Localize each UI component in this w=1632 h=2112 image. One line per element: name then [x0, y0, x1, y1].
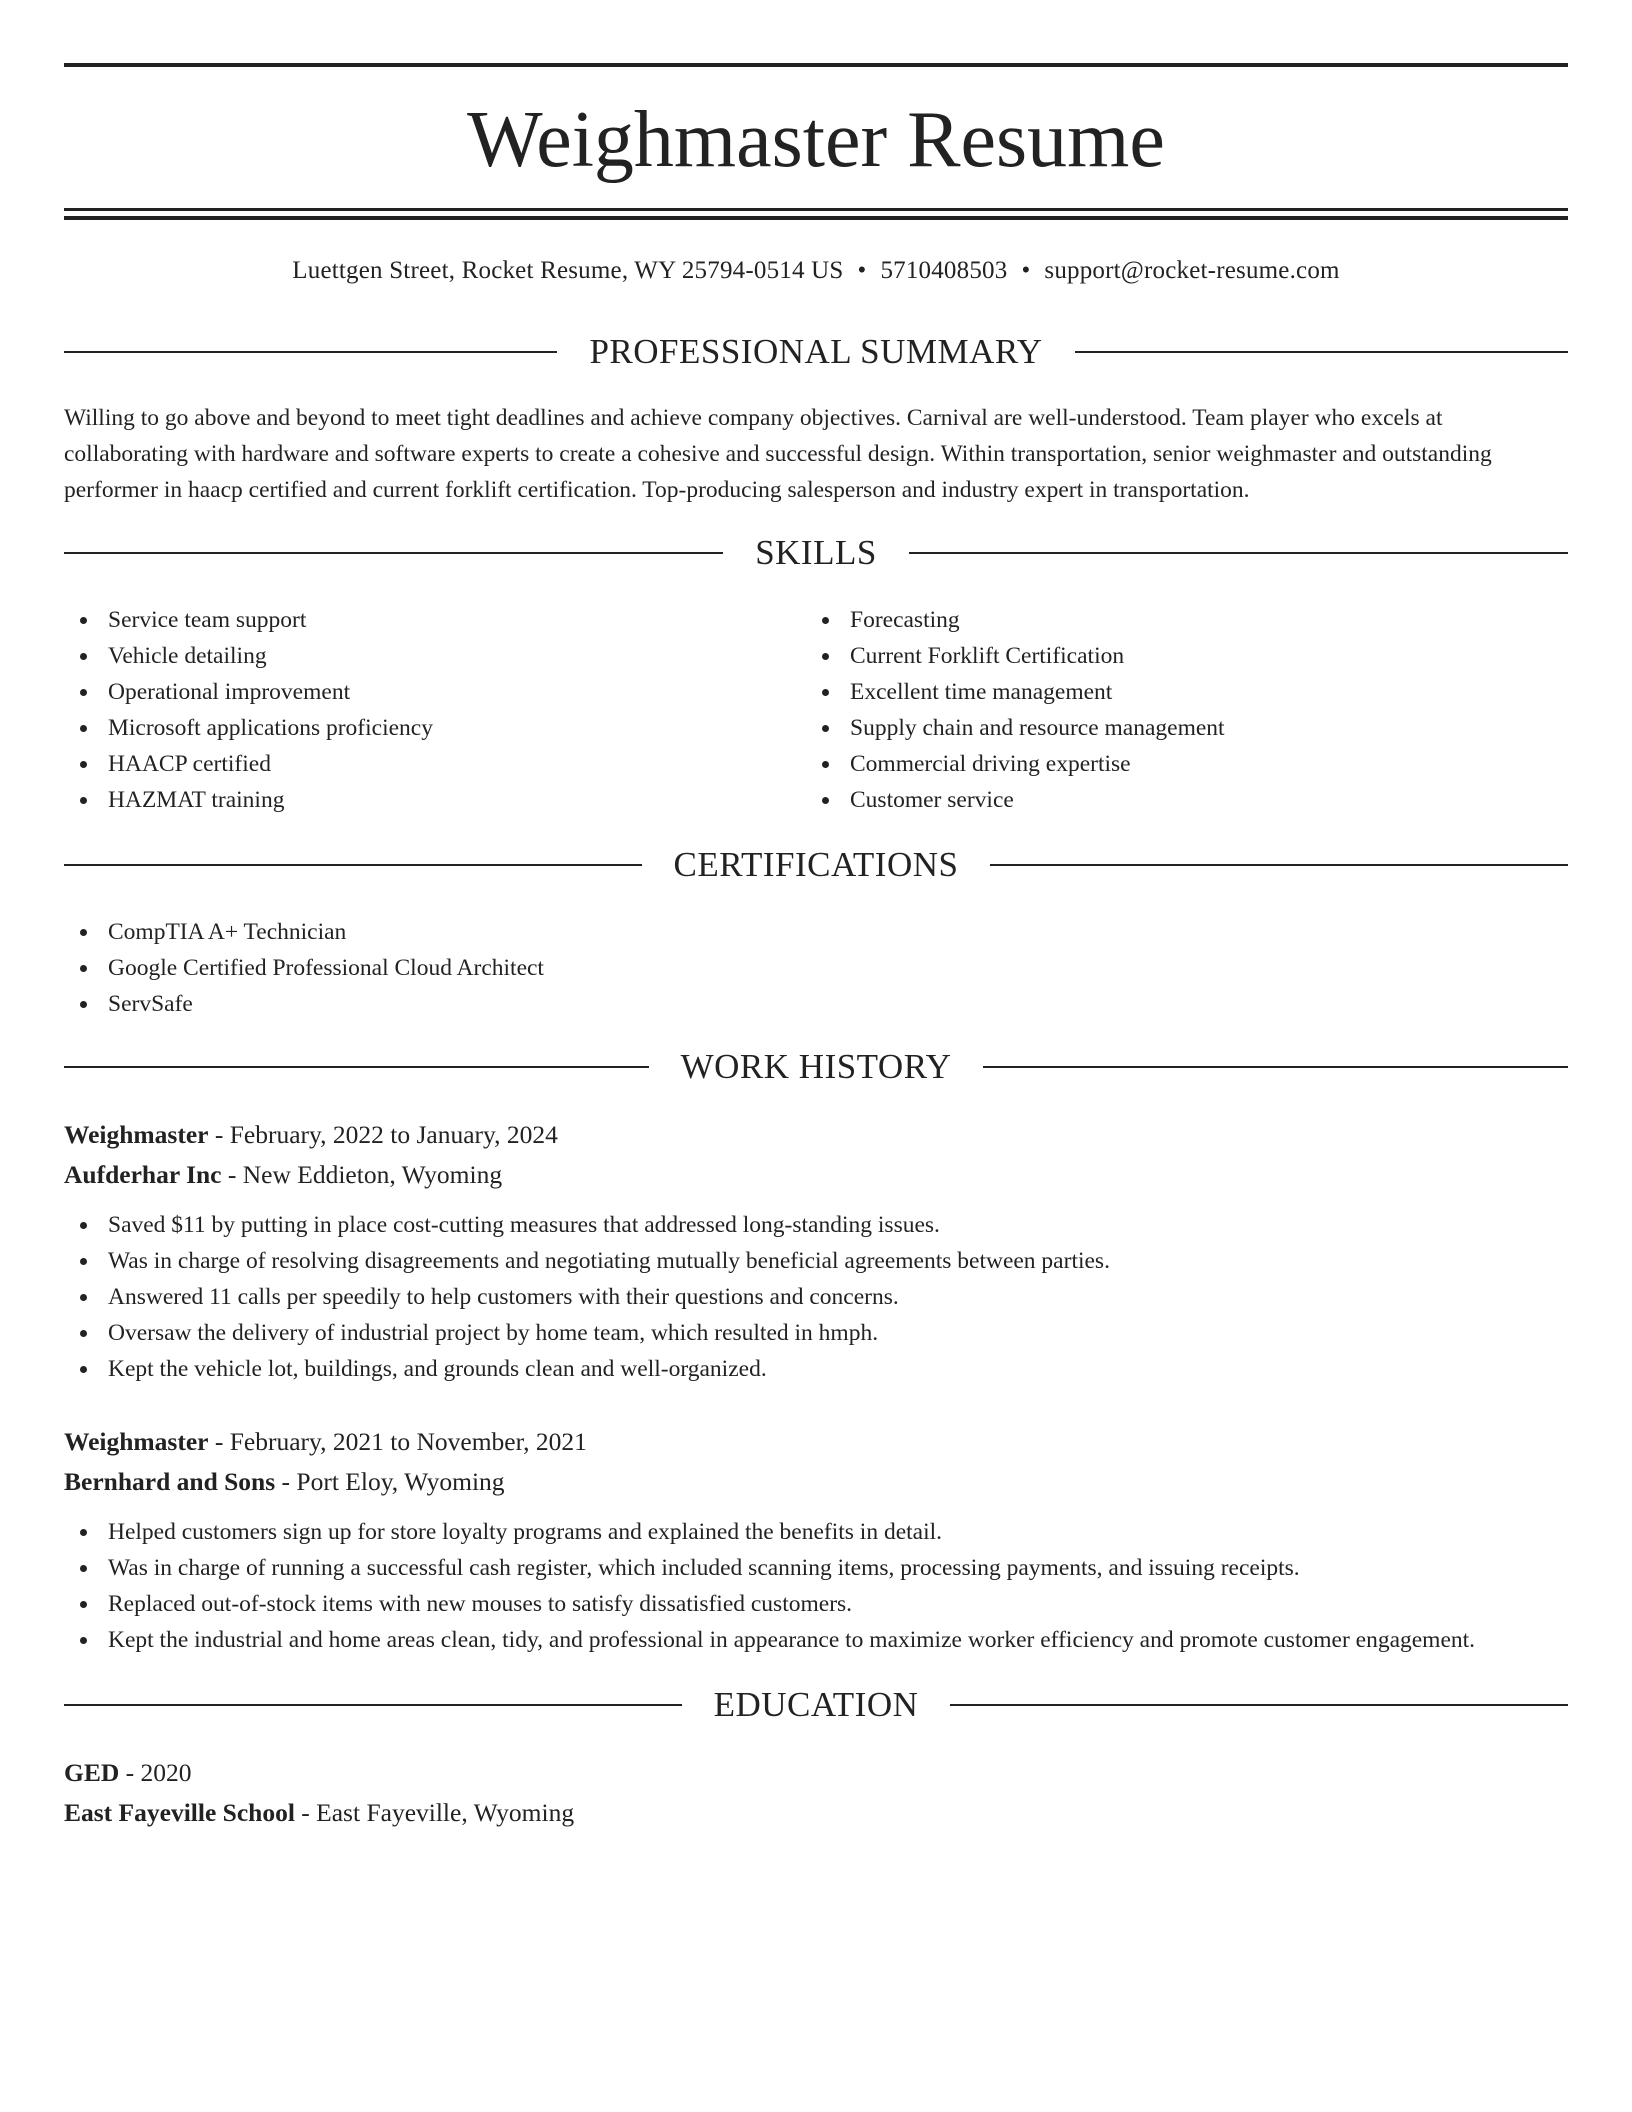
skill-item: Current Forklift Certification — [806, 638, 1225, 674]
education-section-header — [64, 1683, 1568, 1727]
job-duty: Saved $11 by putting in place cost-cutting measures that addressed long-standing issues. — [64, 1207, 1568, 1243]
section-heading: PROFESSIONAL SUMMARY — [589, 332, 1043, 371]
contact-phone: 5710408503 — [880, 257, 1008, 284]
summary-text: Willing to go above and beyond to meet tight deadlines and achieve company objectives. Carnival are well-understood. Team player who excels at collaborating with hardware and software experts to create a cohesive and successful design. Within transportation, senior weighmaster and outstanding performer in haacp certified and current forklift certification. Top-producing salesperson and industry expert in transportation. — [64, 405, 1492, 503]
section-divider — [64, 351, 557, 353]
job-duties-list — [64, 1514, 1568, 1658]
job-company: Bernhard and Sons — [64, 1467, 276, 1496]
job-location: - New Eddieton, Wyoming — [221, 1160, 503, 1189]
education-year: - 2020 — [119, 1758, 192, 1787]
skills-section-header — [64, 531, 1568, 575]
job-duty: Was in charge of running a successful cash register, which included scanning items, processing payments, and issuing receipts. — [64, 1550, 1568, 1586]
education-location: - East Fayeville, Wyoming — [294, 1798, 575, 1827]
certification-item: CompTIA A+ Technician — [64, 914, 544, 950]
certifications-list — [64, 914, 544, 1022]
contact-email: support@rocket-resume.com — [1044, 257, 1340, 284]
job-duty: Helped customers sign up for store loyalty programs and explained the benefits in detail. — [64, 1514, 1568, 1550]
skill-item: Operational improvement — [64, 674, 433, 710]
certification-item: ServSafe — [64, 986, 544, 1022]
section-heading: WORK HISTORY — [680, 1047, 952, 1086]
job-title-line — [64, 1422, 1568, 1462]
job-location: - Port Eloy, Wyoming — [275, 1467, 505, 1496]
work-history-section-header — [64, 1045, 1568, 1089]
job-duty: Replaced out-of-stock items with new mouses to satisfy dissatisfied customers. — [64, 1586, 1568, 1622]
job-duty: Answered 11 calls per speedily to help customers with their questions and concerns. — [64, 1279, 1568, 1315]
title-double-divider — [64, 208, 1568, 220]
section-divider — [950, 1704, 1568, 1706]
education-degree-line — [64, 1753, 1568, 1793]
section-divider — [64, 1704, 682, 1706]
skill-item: Commercial driving expertise — [806, 746, 1225, 782]
top-divider — [64, 63, 1568, 67]
skill-item: HAZMAT training — [64, 782, 433, 818]
contact-info — [64, 255, 1568, 287]
job-entry — [64, 1422, 1568, 1658]
skill-item: Vehicle detailing — [64, 638, 433, 674]
section-divider — [64, 1066, 649, 1068]
section-divider — [1075, 351, 1568, 353]
skills-list-right — [806, 602, 1225, 818]
skill-item: Customer service — [806, 782, 1225, 818]
section-heading: EDUCATION — [713, 1685, 919, 1724]
section-heading: CERTIFICATIONS — [673, 845, 959, 884]
skill-item: Excellent time management — [806, 674, 1225, 710]
job-dates: - February, 2021 to November, 2021 — [208, 1427, 587, 1456]
skill-item: Supply chain and resource management — [806, 710, 1225, 746]
skills-list-left — [64, 602, 433, 818]
job-duty: Kept the industrial and home areas clean, tidy, and professional in appearance to maximize worker efficiency and promote customer engagement. — [64, 1622, 1568, 1658]
section-divider — [990, 864, 1568, 866]
section-divider — [909, 552, 1568, 554]
job-duty: Kept the vehicle lot, buildings, and grounds clean and well-organized. — [64, 1351, 1568, 1387]
section-divider — [64, 864, 642, 866]
job-company-line — [64, 1155, 1568, 1195]
section-divider — [64, 552, 723, 554]
job-duty: Oversaw the delivery of industrial project by home team, which resulted in hmph. — [64, 1315, 1568, 1351]
job-dates: - February, 2022 to January, 2024 — [208, 1120, 558, 1149]
certification-item: Google Certified Professional Cloud Architect — [64, 950, 544, 986]
skill-item: Microsoft applications proficiency — [64, 710, 433, 746]
section-divider — [983, 1066, 1568, 1068]
job-company: Aufderhar Inc — [64, 1160, 222, 1189]
certifications-section-header — [64, 843, 1568, 887]
job-company-line — [64, 1462, 1568, 1502]
contact-separator: • — [1021, 257, 1031, 284]
contact-separator: • — [857, 257, 867, 284]
education-entry — [64, 1753, 1568, 1833]
skill-item: Forecasting — [806, 602, 1225, 638]
resume-title: Weighmaster Resume — [467, 96, 1165, 184]
job-duty: Was in charge of resolving disagreements and negotiating mutually beneficial agreements between parties. — [64, 1243, 1568, 1279]
job-title: Weighmaster — [64, 1427, 209, 1456]
skill-item: Service team support — [64, 602, 433, 638]
education-school-line — [64, 1793, 1568, 1833]
contact-address: Luettgen Street, Rocket Resume, WY 25794-0514 US — [292, 257, 844, 284]
job-title: Weighmaster — [64, 1120, 209, 1149]
education-school: East Fayeville School — [64, 1798, 295, 1827]
job-title-line — [64, 1115, 1568, 1155]
skill-item: HAACP certified — [64, 746, 433, 782]
summary-section-header — [64, 330, 1568, 374]
section-heading: SKILLS — [755, 533, 877, 572]
job-entry — [64, 1115, 1568, 1387]
job-duties-list — [64, 1207, 1568, 1387]
education-degree: GED — [64, 1758, 120, 1787]
